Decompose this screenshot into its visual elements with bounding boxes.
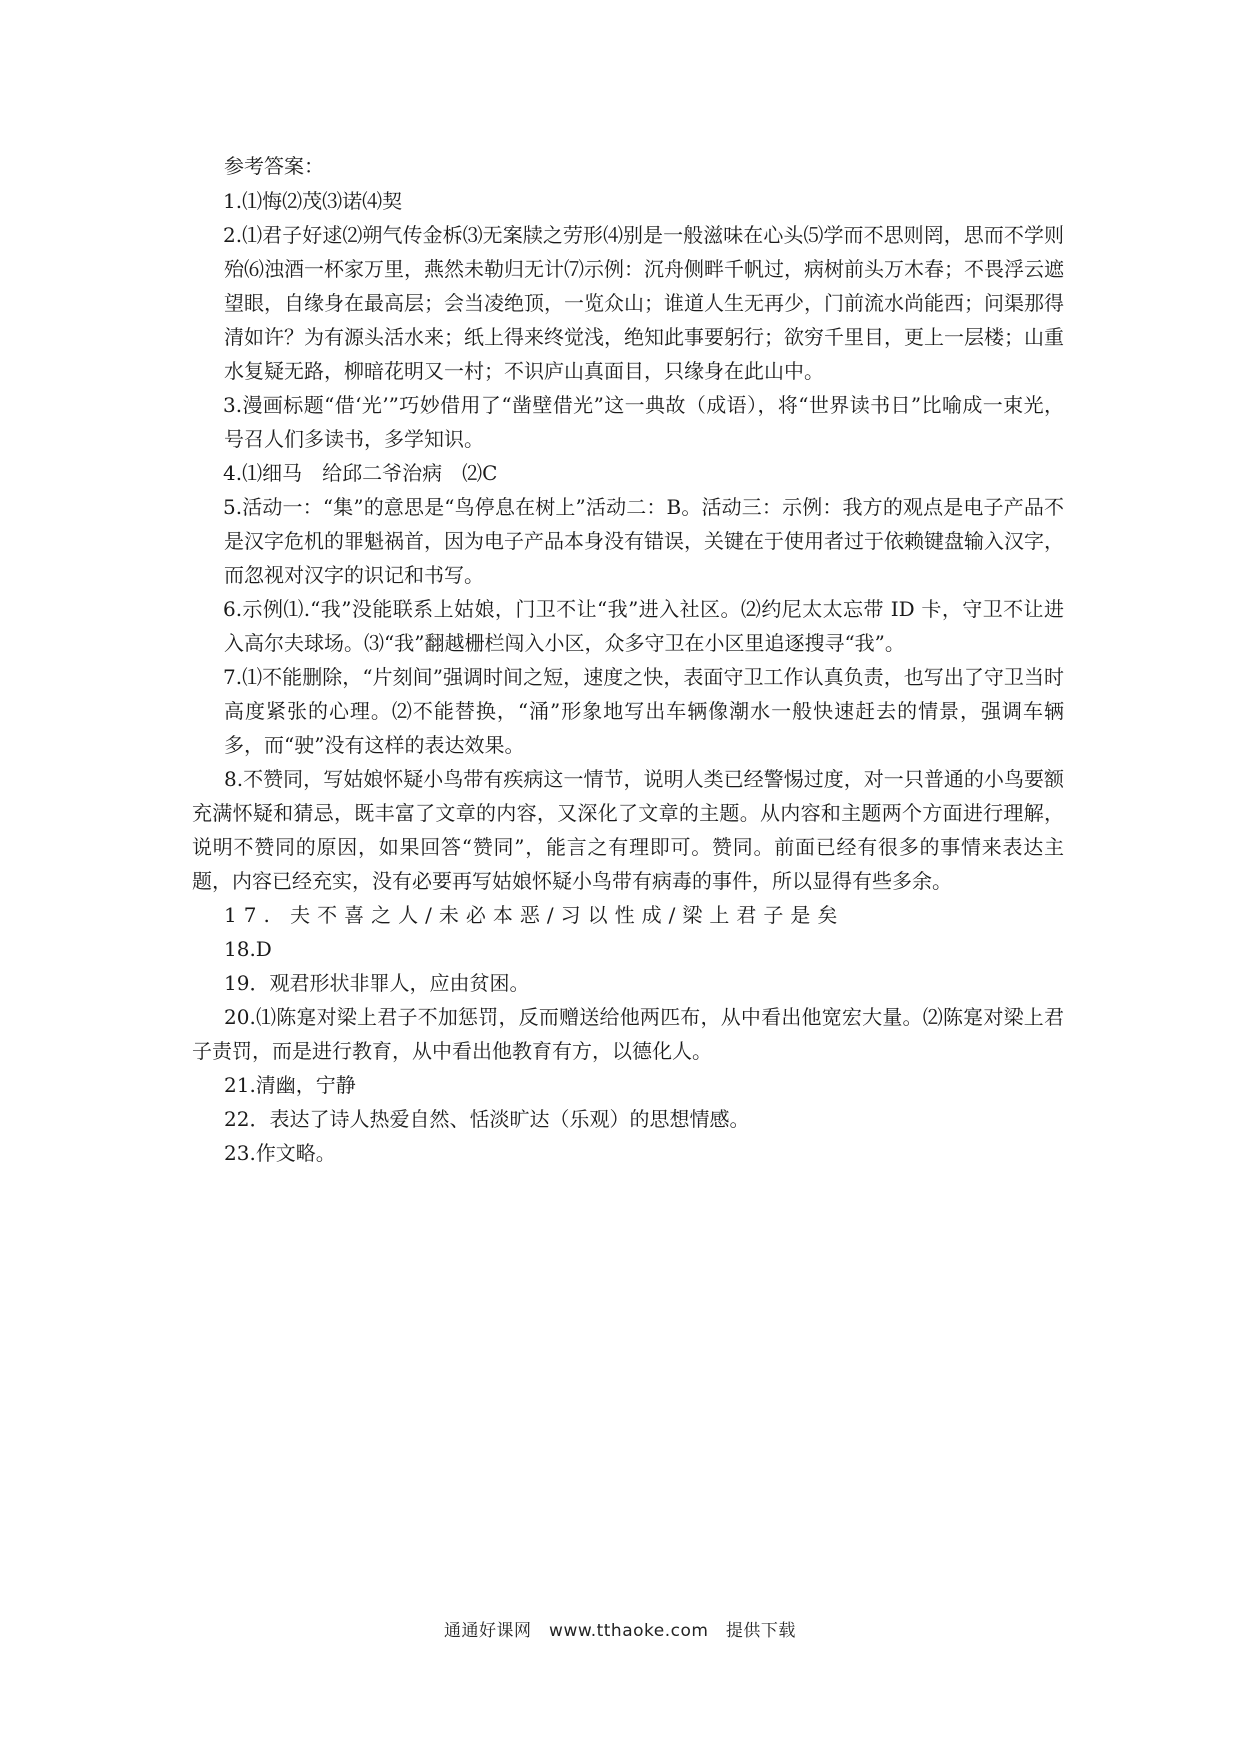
answer-item-22: 22．表达了诗人热爱自然、恬淡旷达（乐观）的思想情感。 — [224, 1107, 750, 1131]
answer-item-4: 4.⑴细马 给邱二爷治病 ⑵C — [223, 461, 498, 485]
answer-item-5: 5.活动一：“集”的意思是“鸟停息在树上”活动二：B。活动三：示例：我方的观点是电子产品不是汉字危机的罪魁祸首，因为电子产品本身没有错误，关键在于使用者过于依赖键盘输入汉字，而忽视对汉字的识记和书写。 — [223, 495, 1064, 587]
page-footer: 通通好课网 www.tthaoke.com 提供下载 — [444, 1621, 796, 1641]
answer-key-heading: 参考答案： — [224, 154, 324, 178]
answer-item-19: 19．观君形状非罪人，应由贫困。 — [224, 971, 530, 995]
answer-item-2: 2.⑴君子好逑⑵朔气传金柝⑶无案牍之劳形⑷别是一般滋味在心头⑸学而不思则罔，思而不学则殆⑹浊酒一杯家万里，燕然未勒归无计⑺示例：沉舟侧畔千帆过，病树前头万木春；不畏浮云遮望眼，自缘身在最高层；会当凌绝顶，一览众山；谁道人生无再少，门前流水尚能西；问渠那得清如许？为有源头活水来；纸上得来终觉浅，绝知此事要躬行；欲穷千里目，更上一层楼；山重水复疑无路，柳暗花明又一村；不识庐山真面目，只缘身在此山中。 — [223, 223, 1064, 383]
answer-key — [192, 152, 1064, 1170]
answer-item-3: 3.漫画标题“借‘光’”巧妙借用了“凿壁借光”这一典故（成语），将“世界读书日”比喻成一束光，号召人们多读书，多学知识。 — [223, 393, 1064, 451]
answer-item-18: 18.D — [224, 937, 272, 961]
answer-item-8: 8.不赞同，写姑娘怀疑小鸟带有疾病这一情节，说明人类已经警惕过度，对一只普通的小鸟要额充满怀疑和猜忌，既丰富了文章的内容，又深化了文章的主题。从内容和主题两个方面进行理解，说明不赞同的原因，如果回答“赞同”，能言之有理即可。赞同。前面已经有很多的事情来表达主题，内容已经充实，没有必要再写姑娘怀疑小鸟带有病毒的事件，所以显得有些多余。 — [192, 767, 1064, 893]
answer-item-17: 17. 夫不喜之人/未必本恶/习以性成/梁上君子是矣 — [224, 903, 845, 927]
answer-item-1: 1.⑴悔⑵茂⑶诺⑷契 — [223, 189, 403, 213]
answer-item-6: 6.示例⑴.“我”没能联系上姑娘，门卫不让“我”进入社区。⑵约尼太太忘带 ID 卡，守卫不让进入高尔夫球场。⑶“我”翻越栅栏闯入小区，众多守卫在小区里追逐搜寻“我”。 — [223, 597, 1064, 655]
answer-item-23: 23.作文略。 — [224, 1141, 336, 1165]
answer-item-20: 20.⑴陈寔对梁上君子不加惩罚，反而赠送给他两匹布，从中看出他宽宏大量。⑵陈寔对梁上君子责罚，而是进行教育，从中看出他教育有方，以德化人。 — [192, 1005, 1064, 1063]
answer-item-7: 7.⑴不能删除，“片刻间”强调时间之短，速度之快，表面守卫工作认真负责，也写出了守卫当时高度紧张的心理。⑵不能替换，“涌”形象地写出车辆像潮水一般快速赶去的情景，强调车辆多，而“驶”没有这样的表达效果。 — [223, 665, 1064, 757]
answer-item-21: 21.清幽，宁静 — [224, 1073, 356, 1097]
